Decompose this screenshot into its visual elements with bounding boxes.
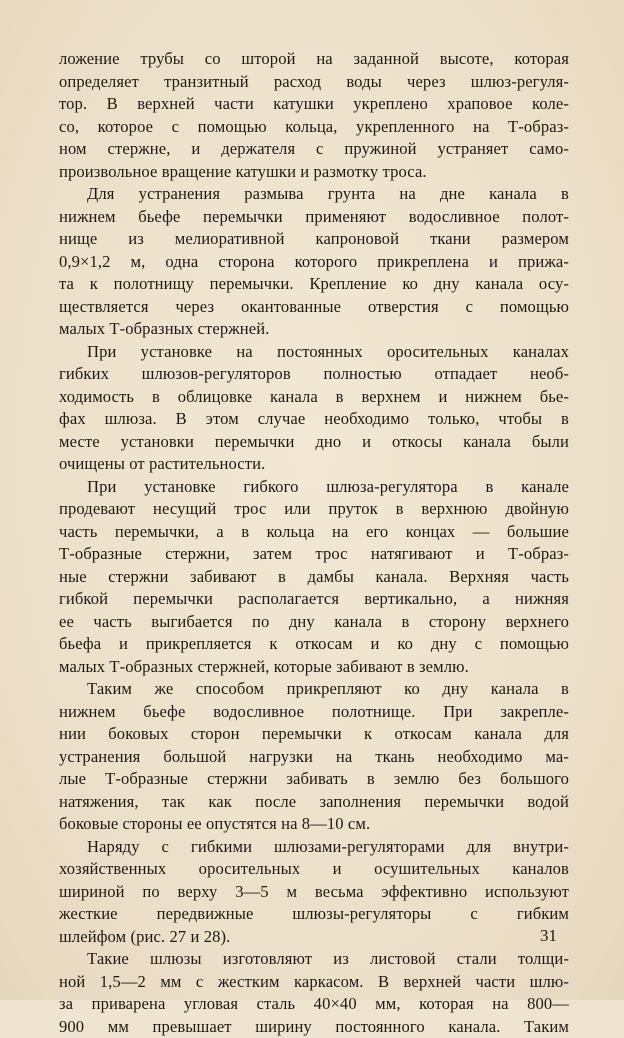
text-line: продевают несущий трос или пруток в верхнюю двойную <box>59 498 569 521</box>
text-line: нище из мелиоративной капроновой ткани размером <box>59 228 569 251</box>
body-text <box>59 48 569 1038</box>
text-line: за приварена угловая сталь 40×40 мм, которая на 800— <box>59 993 569 1016</box>
text-line: очищены от растительности. <box>59 453 569 476</box>
paragraph <box>59 183 569 341</box>
text-line: со, которое с помощью кольца, укрепленного на Т-образ- <box>59 116 569 139</box>
text-line: ной 1,5—2 мм с жестким каркасом. В верхней части шлю- <box>59 971 569 994</box>
text-line: шириной по верху 3—5 м весьма эффективно используют <box>59 881 569 904</box>
text-line: ные стержни забивают в дамбы канала. Верхняя часть <box>59 566 569 589</box>
text-line: малых Т-образных стержней. <box>59 318 569 341</box>
text-line: ществляется через окантованные отверстия с помощью <box>59 296 569 319</box>
text-line: хозяйственных оросительных и осушительных каналов <box>59 858 569 881</box>
page-number: 31 <box>540 926 557 946</box>
paragraph <box>59 948 569 1038</box>
text-line: часть перемычки, а в кольца на его концах — большие <box>59 521 569 544</box>
text-line: фах шлюза. В этом случае необходимо только, чтобы в <box>59 408 569 431</box>
text-line: При установке гибкого шлюза-регулятора в канале <box>59 476 569 499</box>
text-line: жесткие передвижные шлюзы-регуляторы с гибким <box>59 903 569 926</box>
paragraph <box>59 678 569 836</box>
text-line: Для устранения размыва грунта на дне канала в <box>59 183 569 206</box>
text-line: При установке на постоянных оросительных каналах <box>59 341 569 364</box>
text-line: Наряду с гибкими шлюзами-регуляторами для внутри- <box>59 836 569 859</box>
text-line: Т-образные стержни, затем трос натягивают и Т-образ- <box>59 543 569 566</box>
text-line: 900 мм превышает ширину постоянного канала. Таким <box>59 1016 569 1038</box>
paragraph <box>59 836 569 949</box>
paragraph <box>59 48 569 183</box>
text-line: та к полотнищу перемычки. Крепление ко дну канала осу- <box>59 273 569 296</box>
text-line: лые Т-образные стержни забивать в землю без большого <box>59 768 569 791</box>
text-line: боковые стороны ее опустятся на 8—10 см. <box>59 813 569 836</box>
text-line: ходимость в облицовке канала в верхнем и нижнем бье- <box>59 386 569 409</box>
text-line: устранения большой нагрузки на ткань необходимо ма- <box>59 746 569 769</box>
text-line: ее часть выгибается по дну канала в сторону верхнего <box>59 611 569 634</box>
text-line: нии боковых сторон перемычки к откосам канала для <box>59 723 569 746</box>
text-line: Такие шлюзы изготовляют из листовой стали толщи- <box>59 948 569 971</box>
text-line: месте установки перемычки дно и откосы канала были <box>59 431 569 454</box>
text-line: произвольное вращение катушки и размотку троса. <box>59 161 569 184</box>
text-line: малых Т-образных стержней, которые забивают в землю. <box>59 656 569 679</box>
paragraph <box>59 476 569 679</box>
text-line: гибкой перемычки располагается вертикально, а нижняя <box>59 588 569 611</box>
text-line: 0,9×1,2 м, одна сторона которого прикреплена и прижа- <box>59 251 569 274</box>
text-line: бьефа и прикрепляется к откосам и ко дну с помощью <box>59 633 569 656</box>
text-line: тор. В верхней части катушки укреплено храповое коле- <box>59 93 569 116</box>
text-line: определяет транзитный расход воды через шлюз-регуля- <box>59 71 569 94</box>
text-line: нижнем бьефе перемычки применяют водосливное полот- <box>59 206 569 229</box>
text-line: Таким же способом прикрепляют ко дну канала в <box>59 678 569 701</box>
text-line: гибких шлюзов-регуляторов полностью отпадает необ- <box>59 363 569 386</box>
paragraph <box>59 341 569 476</box>
text-line: нижнем бьефе водосливное полотнище. При закрепле- <box>59 701 569 724</box>
text-line: ном стержне, и держателя с пружиной устраняет само- <box>59 138 569 161</box>
text-line: шлейфом (рис. 27 и 28). <box>59 926 569 949</box>
text-line: ложение трубы со шторой на заданной высоте, которая <box>59 48 569 71</box>
text-line: натяжения, так как после заполнения перемычки водой <box>59 791 569 814</box>
